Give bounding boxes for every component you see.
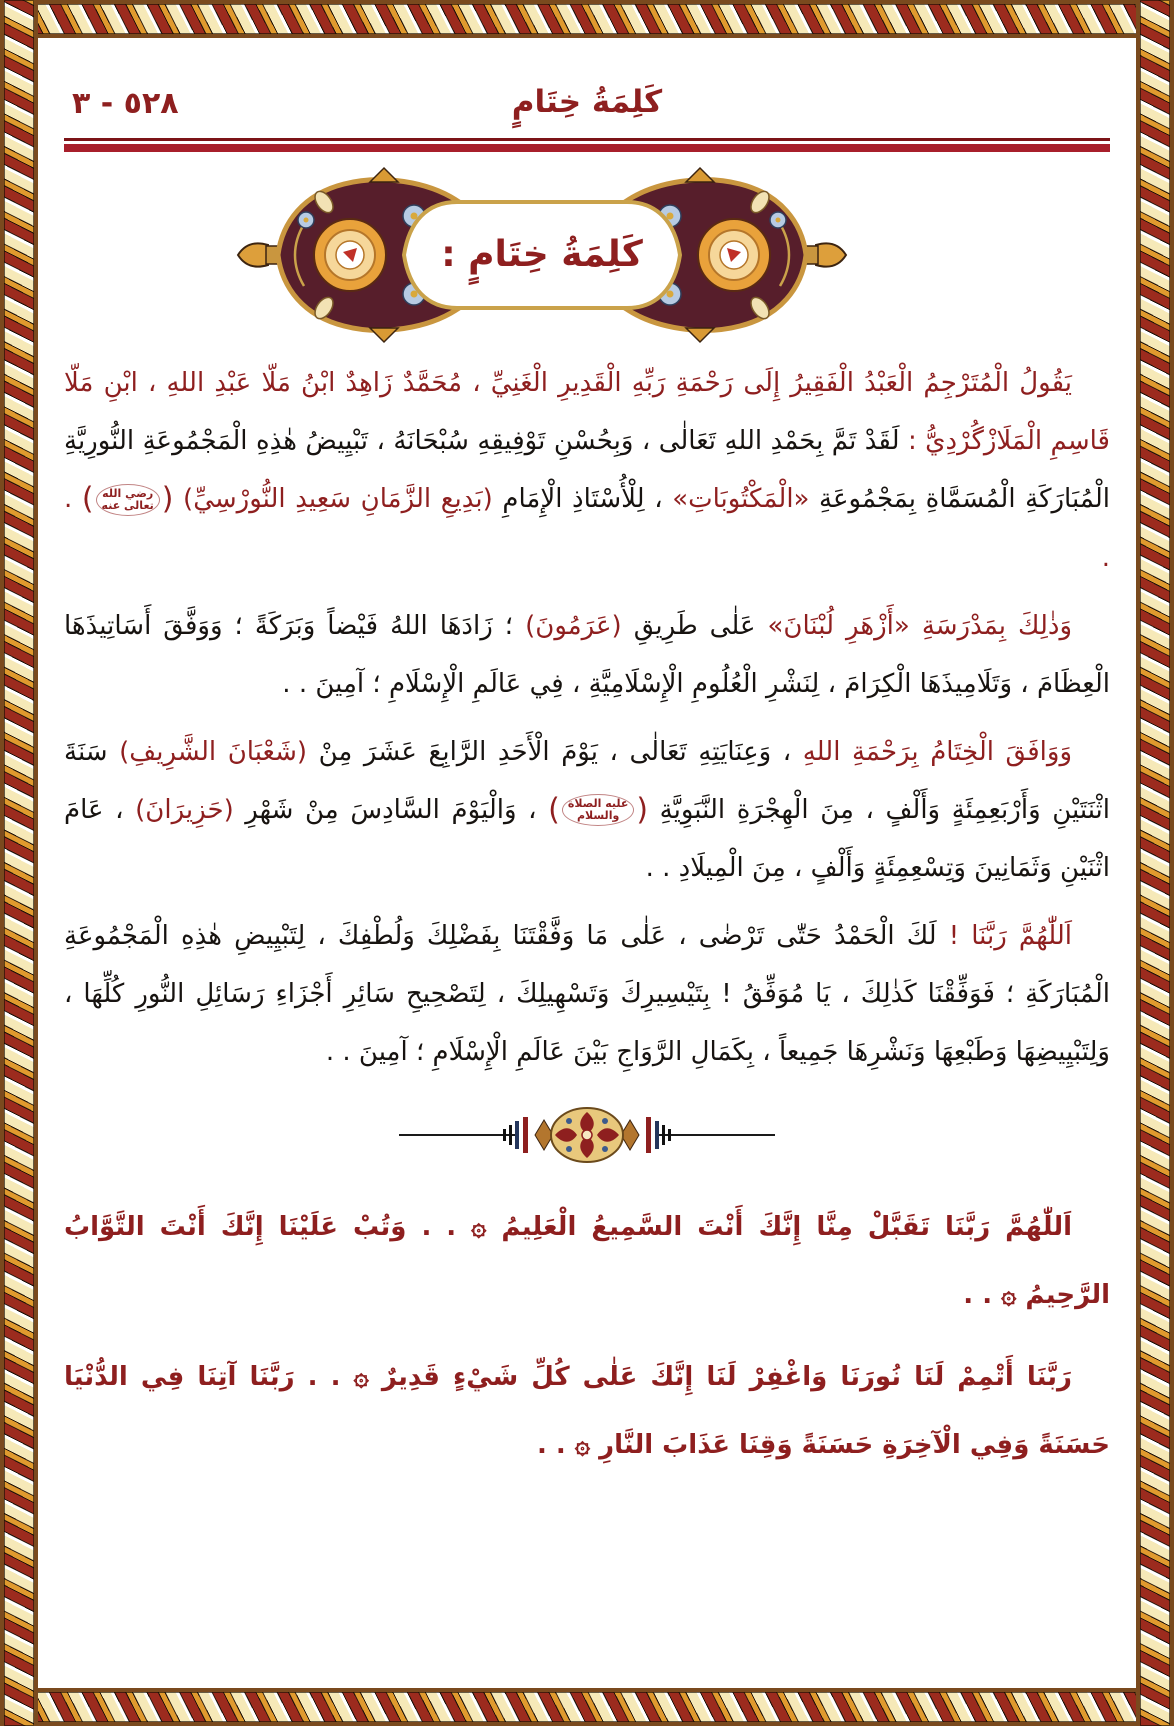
honorific-line: تعالى عنه xyxy=(101,498,154,512)
header-rule-thin xyxy=(64,138,1110,141)
text-segment: (شَعْبَانَ الشَّرِيفِ) xyxy=(107,736,308,767)
text-segment: «الْمَكْتُوبَاتِ» xyxy=(672,484,810,514)
text-segment: رَبَّنَا أَتْمِمْ لَنَا نُورَنَا وَاغْفِرْ لَنَا إِنَّكَ عَلٰى كُلِّ شَيْءٍ قَدِيرٌ ۞ . . رَبَّنَا آتِنَا فِي الدُّنْيَا حَسَنَةً وَفِي الْآخِرَةِ حَسَنَةً وَقِنَا عَذَابَ النَّارِ ۞ . . xyxy=(64,1362,1110,1460)
text-segment: ، لِلْأُسْتَاذِ الْإِمَامِ xyxy=(492,484,673,514)
text-segment: (عَرَمُونَ) xyxy=(525,610,622,641)
honorific-roundel: ( عليه الصلاة والسلام ) xyxy=(548,792,649,827)
chapter-title: كَلِمَةُ خِتَامٍ : xyxy=(441,233,643,275)
text-segment: سَنَةَ اثْنَتَيْنِ وَأَرْبَعِمِئَةٍ وَأَلْفٍ ، مِنَ الْهِجْرَةِ النَّبَوِيَّةِ xyxy=(64,736,1110,825)
text-segment: وَوَافَقَ الْخِتَامُ بِرَحْمَةِ اللهِ xyxy=(791,736,1072,767)
honorific-line: عليه الصلاة xyxy=(567,797,629,810)
text-segment: ، وَالْيَوْمَ السَّادِسَ مِنْ شَهْرِ xyxy=(233,794,549,825)
text-segment: اَللّٰهُمَّ رَبَّنَا تَقَبَّلْ مِنَّا إِنَّكَ أَنْتَ السَّمِيعُ الْعَلِيمُ ۞ . . وَتُبْ عَلَيْنَا إِنَّكَ أَنْتَ التَّوَّابُ الرَّحِيمُ ۞ . . xyxy=(64,1212,1110,1310)
border-top-ornament xyxy=(0,0,1174,38)
honorific-line: رضي الله xyxy=(102,486,154,500)
page-number: ٥٢٨ - ٣ xyxy=(72,86,179,121)
text-segment: . . xyxy=(64,484,1110,573)
banner-ornament-box xyxy=(232,166,852,346)
ornamental-divider xyxy=(64,1107,1110,1163)
text-segment: ؛ زَادَهَا اللهُ فَيْضاً وَبَرَكَةً ؛ وَوَفَّقَ أَسَاتِيذَهَا الْعِظَامَ ، وَتَلَامِيذَهَا الْكِرَامَ ، لِنَشْرِ الْعُلُومِ الْإِسْلَامِيَّةِ ، فِي عَالَمِ الْإِسْلَامِ ؛ آمِينَ . . xyxy=(64,610,1110,699)
running-head-title: كَلِمَةُ خِتَامٍ xyxy=(511,84,663,120)
text-segment: ، وَعِنَايَتِهِ تَعَالٰى ، يَوْمَ الْأَحَدِ الرَّابِعَ عَشَرَ مِنْ xyxy=(307,736,792,767)
text-segment: وَذٰلِكَ بِمَدْرَسَةِ «أَزْهَرِ لُبْنَانَ» xyxy=(755,610,1072,641)
text-segment: لَكَ الْحَمْدُ حَتّٰى تَرْضٰى ، عَلٰى مَا وَفَّقْتَنَا بِفَضْلِكَ وَلُطْفِكَ ، لِتَبْيِيضِ هٰذِهِ الْمَجْمُوعَةِ الْمُبَارَكَةِ ؛ فَوَفِّقْنَا كَذٰلِكَ ، يَا مُوَفِّقُ ! بِتَيْسِيرِكَ وَتَسْهِيلِكَ ، لِتَصْحِيحِ سَائِرِ أَجْزَاءِ رَسَائِلِ النُّورِ كُلِّهَا ، وَلِتَبْيِيضِهَا وَطَبْعِهَا وَنَشْرِهَا جَمِيعاً ، بِكَمَالِ الرَّوَاجِ بَيْنَ عَالَمِ الْإِسْلَامِ ؛ آمِينَ . . xyxy=(64,921,1110,1067)
paragraph xyxy=(64,597,1110,713)
text-segment: اَللّٰهُمَّ رَبَّنَا ! xyxy=(936,921,1072,951)
text-segment: ، عَامَ اثْنَيْنِ وَثَمَانِينَ وَتِسْعِمِئَةٍ وَأَلْفٍ ، مِنَ الْمِيلَادِ . . xyxy=(64,794,1110,883)
text-segment: لَقَدْ تَمَّ بِحَمْدِ اللهِ تَعَالٰى ، وَبِحُسْنِ تَوْفِيقِهِ سُبْحَانَهُ ، تَبْيِيضُ هٰذِهِ الْمَجْمُوعَةِ النُّورِيَّةِ الْمُبَارَكَةِ الْمُسَمَّاةِ بِمَجْمُوعَةِ xyxy=(64,426,1110,514)
text-segment: (بَدِيعِ الزَّمَانِ سَعِيدِ النُّورْسِيِّ) xyxy=(173,484,493,514)
divider-icon xyxy=(397,1107,777,1163)
text-segment: (حَزِيرَانَ) xyxy=(135,794,234,825)
prayer-paragraph xyxy=(64,1343,1110,1479)
header-rule-thick xyxy=(64,144,1110,152)
paragraph xyxy=(64,723,1110,898)
paragraph xyxy=(64,354,1110,587)
text-segment: عَلٰى طَرِيقِ xyxy=(621,610,756,641)
text-segment: يَقُولُ الْمُتَرْجِمُ الْعَبْدُ الْفَقِيرُ إِلَى رَحْمَةِ رَبِّهِ الْقَدِيرِ الْغَنِيِّ ، مُحَمَّدٌ زَاهِدٌ ابْنُ مَلّا عَبْدِ اللهِ ، ابْنِ مَلّا قَاسِمِ الْمَلَازْگُرْدِيُّ : xyxy=(64,368,1110,456)
body-block-2 xyxy=(64,1193,1110,1479)
honorific-line: والسلام xyxy=(576,809,620,822)
prayer-paragraph xyxy=(64,1193,1110,1329)
header-rule xyxy=(64,138,1110,152)
honorific-roundel: ( رضي الله تعالى عنه ) xyxy=(81,481,174,517)
title-banner xyxy=(0,166,1174,346)
page-header xyxy=(64,84,1110,136)
body-block-1 xyxy=(64,354,1110,1081)
border-bottom-ornament xyxy=(0,1688,1174,1726)
body-text xyxy=(64,354,1110,1493)
paragraph xyxy=(64,907,1110,1081)
